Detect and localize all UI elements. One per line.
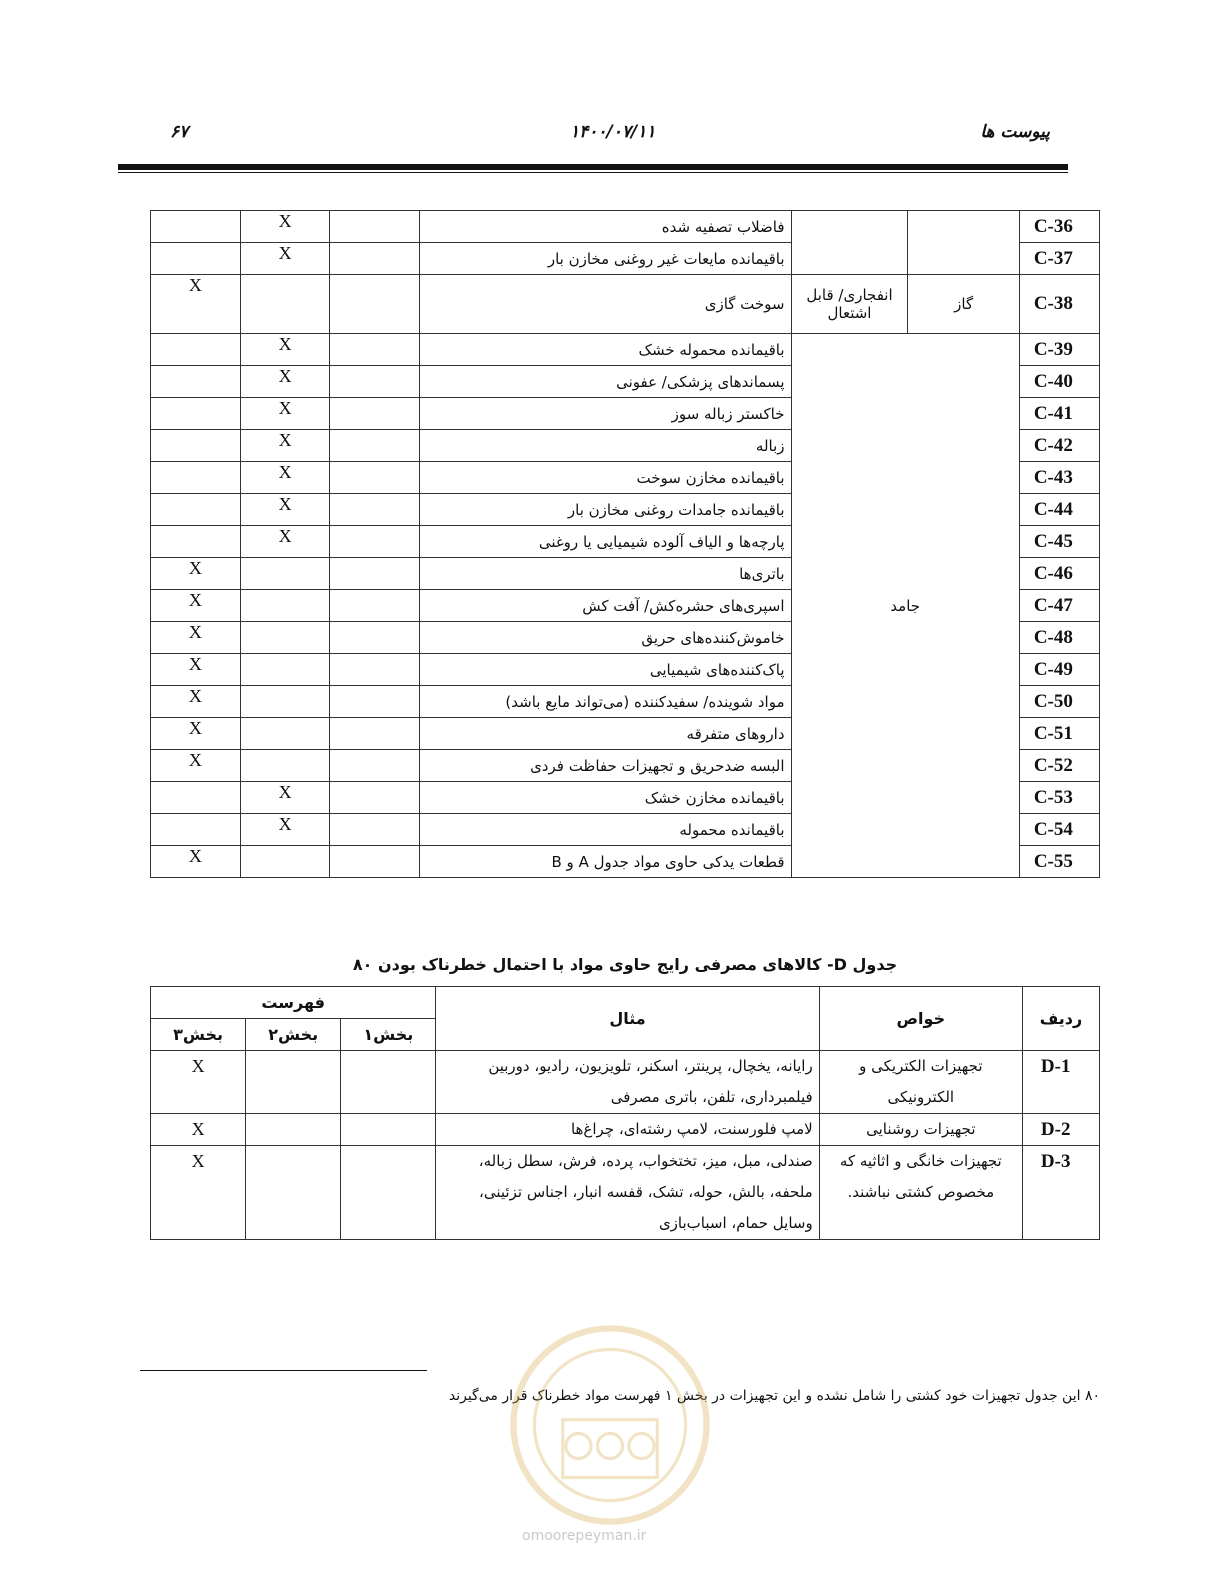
part3-cell bbox=[151, 462, 241, 494]
part2-cell bbox=[240, 590, 330, 622]
table-row bbox=[151, 1146, 1100, 1240]
example-cell: باقیمانده محموله خشک bbox=[419, 334, 791, 366]
row-id: C-40 bbox=[1019, 366, 1099, 398]
part1-cell bbox=[330, 275, 419, 334]
header-part2: بخش۲ bbox=[246, 1019, 341, 1051]
row-id: C-41 bbox=[1019, 398, 1099, 430]
header-part1: بخش۱ bbox=[341, 1019, 436, 1051]
property-cell: گاز bbox=[908, 275, 1019, 334]
part2-cell: X bbox=[240, 430, 330, 462]
example-cell: پسماندهای پزشکی/ عفونی bbox=[419, 366, 791, 398]
part3-cell bbox=[151, 814, 241, 846]
example-cell: رایانه، یخچال، پرینتر، اسکنر، تلویزیون، رادیو، دوربین فیلمبرداری، تلفن، باتری مصرفی bbox=[436, 1051, 819, 1114]
part3-cell bbox=[151, 334, 241, 366]
part2-cell: X bbox=[240, 334, 330, 366]
part2-cell bbox=[240, 654, 330, 686]
example-cell: صندلی، مبل، میز، تختخواب، پرده، فرش، سطل زباله، ملحفه، بالش، حوله، تشک، قفسه انبار، اجناس تزئینی، وسایل حمام، اسباب‌بازی bbox=[436, 1146, 819, 1240]
part2-cell: X bbox=[240, 782, 330, 814]
row-id: C-54 bbox=[1019, 814, 1099, 846]
example-cell: البسه ضدحریق و تجهیزات حفاظت فردی bbox=[419, 750, 791, 782]
table-d bbox=[150, 986, 1100, 1240]
part2-cell: X bbox=[240, 814, 330, 846]
row-id: C-42 bbox=[1019, 430, 1099, 462]
row-id: C-44 bbox=[1019, 494, 1099, 526]
table-row bbox=[151, 334, 1100, 366]
part1-cell bbox=[330, 398, 419, 430]
part1-cell bbox=[330, 430, 419, 462]
part1-cell bbox=[330, 686, 419, 718]
part1-cell bbox=[330, 558, 419, 590]
part3-cell: X bbox=[151, 750, 241, 782]
part2-cell bbox=[240, 718, 330, 750]
part2-cell: X bbox=[240, 243, 330, 275]
part2-cell: X bbox=[240, 211, 330, 243]
part1-cell bbox=[330, 750, 419, 782]
example-cell: پارچه‌ها و الیاف آلوده شیمیایی یا روغنی bbox=[419, 526, 791, 558]
part2-cell: X bbox=[240, 366, 330, 398]
part2-cell: X bbox=[240, 462, 330, 494]
header-list: فهرست bbox=[151, 987, 436, 1019]
example-cell: باقیمانده جامدات روغنی مخازن بار bbox=[419, 494, 791, 526]
row-id: C-51 bbox=[1019, 718, 1099, 750]
property-cell bbox=[908, 211, 1019, 275]
part3-cell: X bbox=[151, 654, 241, 686]
part1-cell bbox=[330, 846, 419, 878]
part2-cell bbox=[240, 846, 330, 878]
row-id: C-46 bbox=[1019, 558, 1099, 590]
part2-cell: X bbox=[240, 526, 330, 558]
row-id: C-38 bbox=[1019, 275, 1099, 334]
part3-cell: X bbox=[151, 590, 241, 622]
part1-cell bbox=[341, 1146, 436, 1240]
part3-cell bbox=[151, 430, 241, 462]
part3-cell: X bbox=[151, 558, 241, 590]
header-row: ردیف bbox=[1022, 987, 1099, 1051]
part3-cell bbox=[151, 526, 241, 558]
example-cell: باتری‌ها bbox=[419, 558, 791, 590]
row-id: C-55 bbox=[1019, 846, 1099, 878]
property-cell: تجهیزات خانگی و اثاثیه که مخصوص کشتی نباشند. bbox=[819, 1146, 1022, 1240]
watermark-logo bbox=[505, 1320, 715, 1530]
part3-cell bbox=[151, 782, 241, 814]
part3-cell: X bbox=[151, 1114, 246, 1146]
header-part3: بخش۳ bbox=[151, 1019, 246, 1051]
row-id: C-37 bbox=[1019, 243, 1099, 275]
example-cell: خاموش‌کننده‌های حریق bbox=[419, 622, 791, 654]
part3-cell: X bbox=[151, 718, 241, 750]
table-row bbox=[151, 275, 1100, 334]
part3-cell: X bbox=[151, 1146, 246, 1240]
row-id: D-1 bbox=[1022, 1051, 1099, 1114]
part3-cell: X bbox=[151, 1051, 246, 1114]
part1-cell bbox=[330, 526, 419, 558]
table-c bbox=[150, 210, 1100, 878]
part1-cell bbox=[341, 1114, 436, 1146]
example-cell: پاک‌کننده‌های شیمیایی bbox=[419, 654, 791, 686]
part3-cell bbox=[151, 243, 241, 275]
example-cell: باقیمانده محموله bbox=[419, 814, 791, 846]
property-cell: انفجاری/ قابل اشتعال bbox=[791, 275, 908, 334]
part1-cell bbox=[330, 494, 419, 526]
example-cell: باقیمانده مخازن سوخت bbox=[419, 462, 791, 494]
example-cell: داروهای متفرقه bbox=[419, 718, 791, 750]
row-id: C-53 bbox=[1019, 782, 1099, 814]
example-cell: خاکستر زباله سوز bbox=[419, 398, 791, 430]
example-cell: سوخت گازی bbox=[419, 275, 791, 334]
part2-cell bbox=[240, 750, 330, 782]
part3-cell: X bbox=[151, 275, 241, 334]
table-row bbox=[151, 211, 1100, 243]
row-id: C-39 bbox=[1019, 334, 1099, 366]
row-id: C-36 bbox=[1019, 211, 1099, 243]
example-cell: زباله bbox=[419, 430, 791, 462]
part1-cell bbox=[330, 622, 419, 654]
part2-cell bbox=[246, 1114, 341, 1146]
table-d-caption: جدول D- کالاهای مصرفی رایج حاوی مواد با احتمال خطرناک بودن ۸۰ bbox=[352, 955, 898, 974]
part2-cell bbox=[240, 686, 330, 718]
part2-cell: X bbox=[240, 494, 330, 526]
watermark-url: omoorepeyman.ir bbox=[522, 1528, 647, 1544]
row-id: C-47 bbox=[1019, 590, 1099, 622]
example-cell: باقیمانده مخازن خشک bbox=[419, 782, 791, 814]
part3-cell: X bbox=[151, 686, 241, 718]
example-cell: اسپری‌های حشره‌کش/ آفت کش bbox=[419, 590, 791, 622]
header-rule bbox=[118, 164, 1068, 170]
table-row bbox=[151, 1051, 1100, 1114]
part1-cell bbox=[330, 814, 419, 846]
part3-cell bbox=[151, 398, 241, 430]
row-id: D-3 bbox=[1022, 1146, 1099, 1240]
header-rule-thin bbox=[118, 172, 1068, 173]
part2-cell bbox=[240, 558, 330, 590]
part1-cell bbox=[330, 462, 419, 494]
part2-cell bbox=[246, 1051, 341, 1114]
part1-cell bbox=[330, 718, 419, 750]
footnote-rule bbox=[140, 1370, 427, 1371]
part2-cell bbox=[240, 622, 330, 654]
document-date: ۱۴۰۰/۰۷/۱۱ bbox=[570, 122, 656, 142]
property-solid: جامد bbox=[791, 334, 1019, 878]
part2-cell: X bbox=[240, 398, 330, 430]
page-number: ۶۷ bbox=[170, 122, 189, 142]
part3-cell: X bbox=[151, 622, 241, 654]
part2-cell bbox=[246, 1146, 341, 1240]
header-property: خواص bbox=[819, 987, 1022, 1051]
example-cell: فاضلاب تصفیه شده bbox=[419, 211, 791, 243]
section-title: پیوست ها bbox=[980, 122, 1050, 142]
row-id: C-43 bbox=[1019, 462, 1099, 494]
row-id: C-50 bbox=[1019, 686, 1099, 718]
part3-cell bbox=[151, 366, 241, 398]
part3-cell bbox=[151, 494, 241, 526]
part1-cell bbox=[330, 334, 419, 366]
row-id: C-49 bbox=[1019, 654, 1099, 686]
table-row bbox=[151, 1114, 1100, 1146]
part1-cell bbox=[330, 654, 419, 686]
example-cell: لامپ فلورسنت، لامپ رشته‌ای، چراغ‌ها bbox=[436, 1114, 819, 1146]
part1-cell bbox=[341, 1051, 436, 1114]
part2-cell bbox=[240, 275, 330, 334]
row-id: C-45 bbox=[1019, 526, 1099, 558]
part1-cell bbox=[330, 366, 419, 398]
part1-cell bbox=[330, 211, 419, 243]
example-cell: مواد شوینده/ سفیدکننده (می‌تواند مایع باشد) bbox=[419, 686, 791, 718]
example-cell: باقیمانده مایعات غیر روغنی مخازن بار bbox=[419, 243, 791, 275]
part3-cell bbox=[151, 211, 241, 243]
property-cell bbox=[791, 211, 908, 275]
footnote: ۸۰ این جدول تجهیزات خود کشتی را شامل نشده و این تجهیزات در بخش ۱ فهرست مواد خطرناک قرار می‌گیرند bbox=[448, 1388, 1100, 1404]
part1-cell bbox=[330, 243, 419, 275]
property-cell: تجهیزات الکتریکی و الکترونیکی bbox=[819, 1051, 1022, 1114]
example-cell: قطعات یدکی حاوی مواد جدول A و B bbox=[419, 846, 791, 878]
row-id: C-52 bbox=[1019, 750, 1099, 782]
property-cell: تجهیزات روشنایی bbox=[819, 1114, 1022, 1146]
part3-cell: X bbox=[151, 846, 241, 878]
row-id: C-48 bbox=[1019, 622, 1099, 654]
header-example: مثال bbox=[436, 987, 819, 1051]
part1-cell bbox=[330, 590, 419, 622]
part1-cell bbox=[330, 782, 419, 814]
row-id: D-2 bbox=[1022, 1114, 1099, 1146]
